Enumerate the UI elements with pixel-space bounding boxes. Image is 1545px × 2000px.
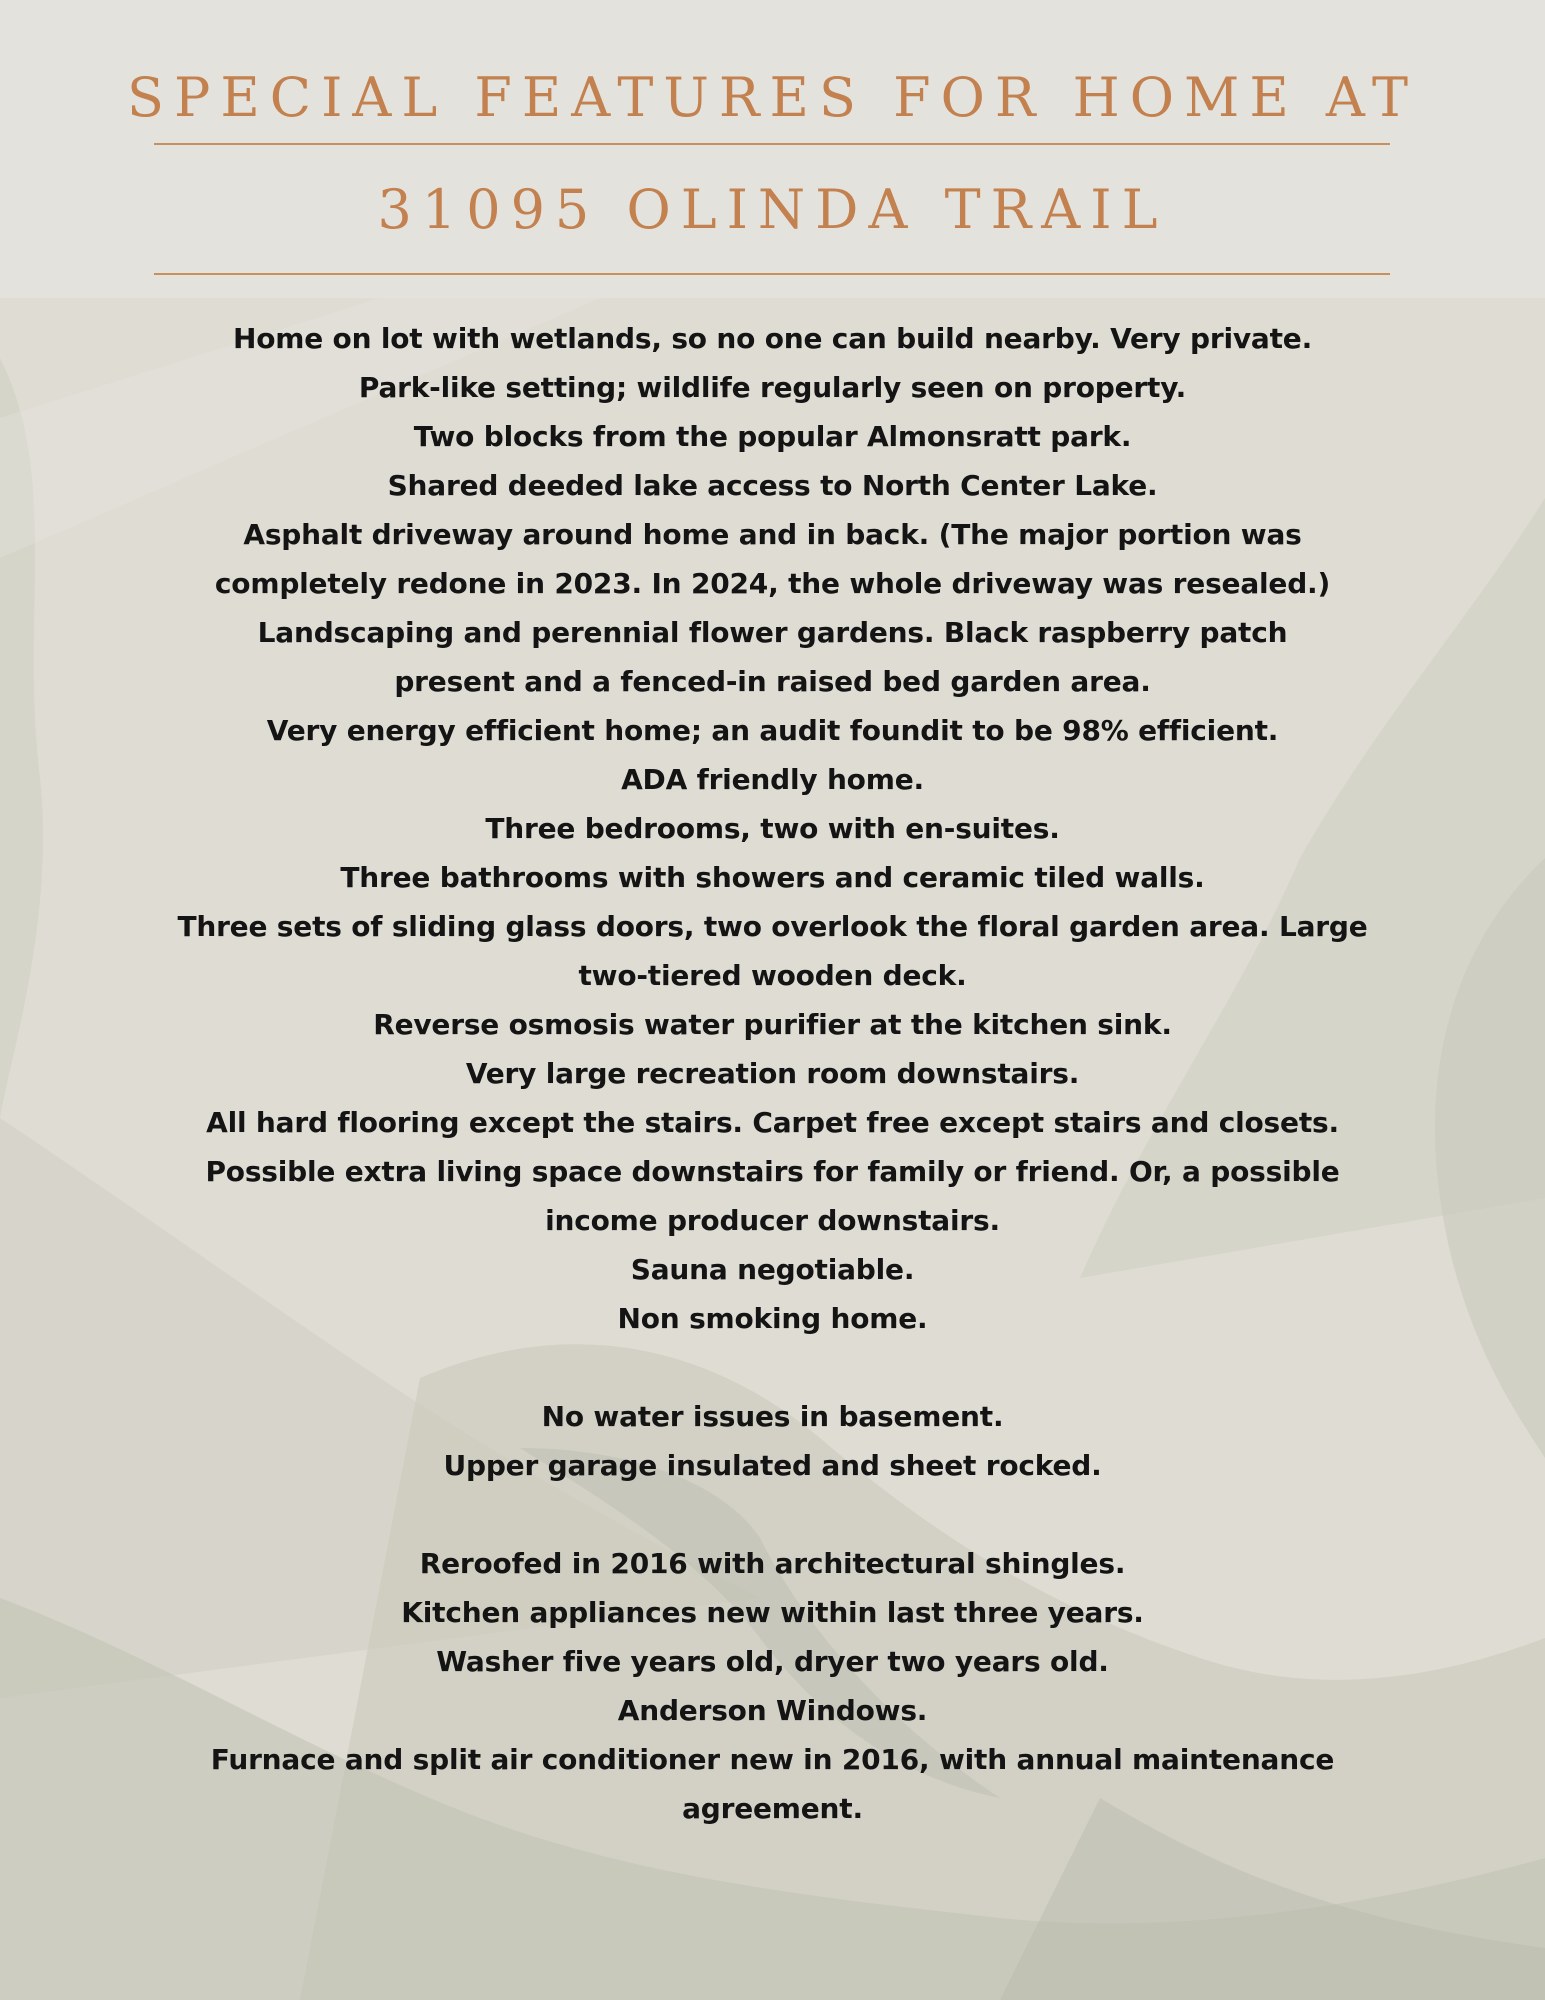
feature-line: income producer downstairs. (545, 1204, 1000, 1237)
feature-line: two-tiered wooden deck. (578, 959, 967, 992)
page-title-line-1: SPECIAL FEATURES FOR HOME AT (127, 66, 1418, 129)
title-divider-bottom (154, 273, 1390, 275)
feature-line: Park-like setting; wildlife regularly seen on property. (358, 371, 1187, 404)
feature-line: Three bedrooms, two with en-suites. (485, 812, 1060, 845)
feature-line: completely redone in 2023. In 2024, the whole driveway was resealed.) (214, 567, 1331, 600)
feature-line: Three sets of sliding glass doors, two overlook the floral garden area. Large (177, 910, 1368, 943)
feature-line: Reroofed in 2016 with architectural shingles. (419, 1547, 1126, 1580)
feature-line: ADA friendly home. (621, 763, 924, 796)
feature-line: Anderson Windows. (617, 1694, 928, 1727)
feature-line: Furnace and split air conditioner new in 2016, with annual maintenance (210, 1743, 1335, 1776)
feature-line: All hard flooring except the stairs. Carpet free except stairs and closets. (206, 1106, 1339, 1139)
features-list (80, 314, 1465, 1833)
header-band (0, 0, 1545, 298)
feature-line: Washer five years old, dryer two years old. (436, 1645, 1109, 1678)
feature-spacer (80, 1343, 1465, 1392)
feature-line: Non smoking home. (617, 1302, 928, 1335)
feature-line: Sauna negotiable. (630, 1253, 915, 1286)
feature-line: Home on lot with wetlands, so no one can build nearby. Very private. (232, 322, 1313, 355)
page-title-line-2: 31095 OLINDA TRAIL (377, 178, 1168, 241)
feature-line: Very energy efficient home; an audit foundit to be 98% efficient. (266, 714, 1279, 747)
feature-line: Upper garage insulated and sheet rocked. (443, 1449, 1102, 1482)
feature-line: No water issues in basement. (541, 1400, 1004, 1433)
feature-line: present and a fenced-in raised bed garden area. (394, 665, 1151, 698)
feature-line: Very large recreation room downstairs. (465, 1057, 1080, 1090)
feature-line: Possible extra living space downstairs for family or friend. Or, a possible (205, 1155, 1340, 1188)
feature-line: Shared deeded lake access to North Center Lake. (387, 469, 1158, 502)
title-divider-top (154, 143, 1390, 145)
feature-line: Asphalt driveway around home and in back. (The major portion was (243, 518, 1302, 551)
feature-line: Landscaping and perennial flower gardens. Black raspberry patch (257, 616, 1288, 649)
feature-line: Two blocks from the popular Almonsratt park. (413, 420, 1132, 453)
feature-line: Reverse osmosis water purifier at the kitchen sink. (373, 1008, 1172, 1041)
feature-spacer (80, 1490, 1465, 1539)
feature-line: Kitchen appliances new within last three years. (401, 1596, 1144, 1629)
feature-line: agreement. (682, 1792, 863, 1825)
feature-line: Three bathrooms with showers and ceramic tiled walls. (340, 861, 1205, 894)
